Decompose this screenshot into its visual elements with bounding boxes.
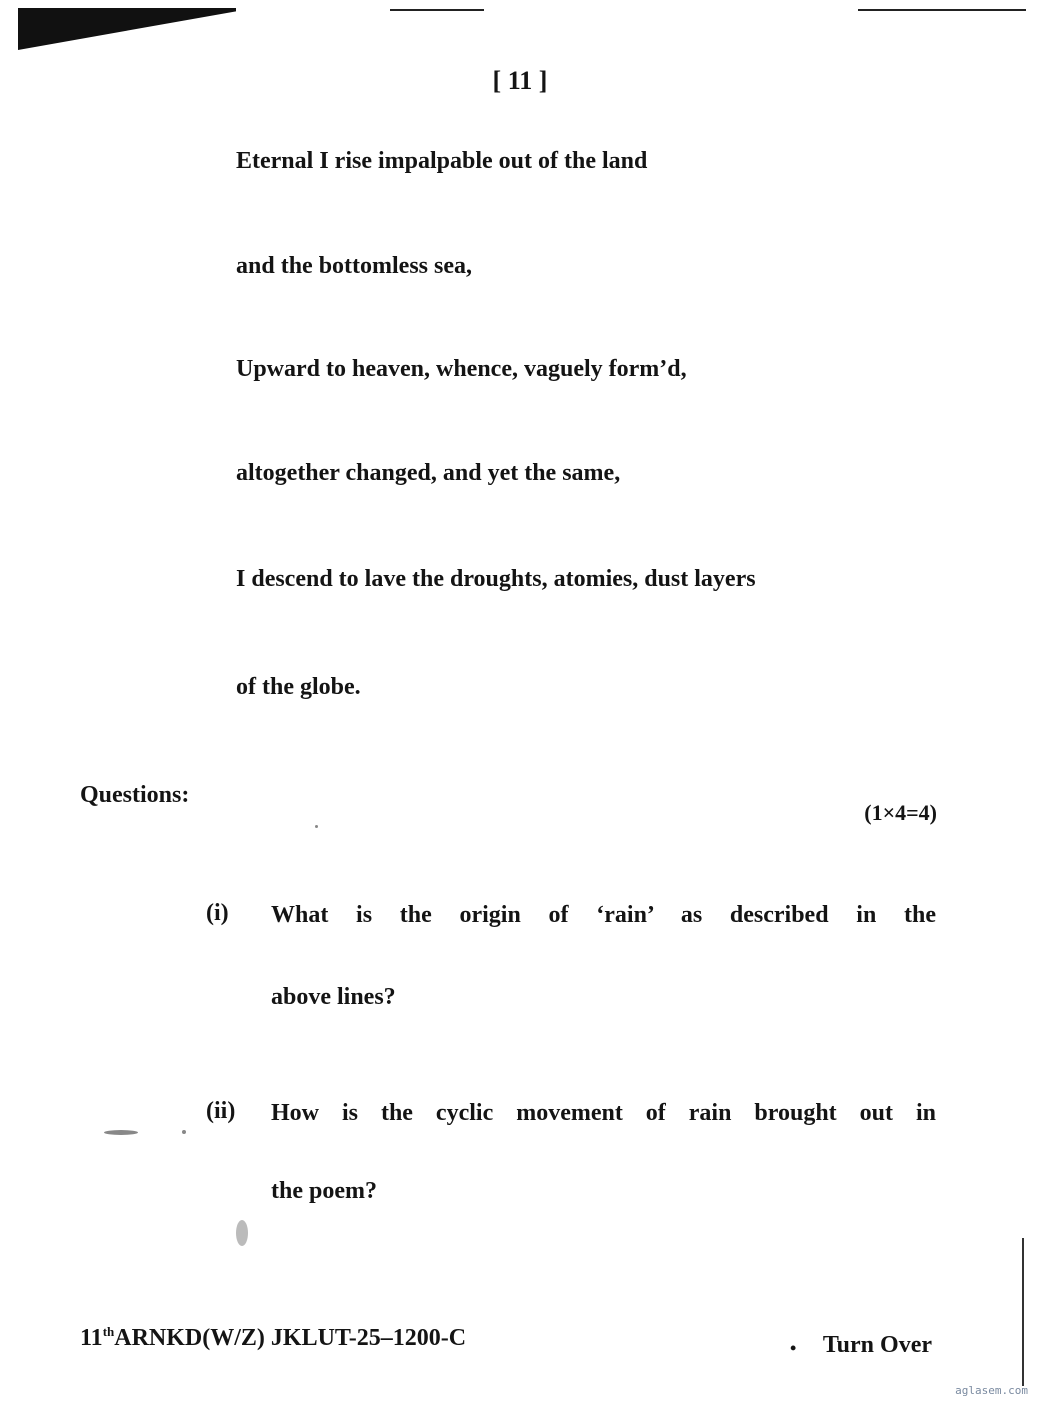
question-number: (ii) xyxy=(206,1098,236,1124)
question-text: How is the cyclic movement of rain brought out in xyxy=(271,1100,936,1126)
scan-edge-shadow xyxy=(18,8,236,50)
paper-code xyxy=(80,1324,466,1352)
question-text: What is the origin of ‘rain’ as described in the xyxy=(271,902,936,928)
paper-code-rest: ARNKD(W/Z) JKLUT-25–1200-C xyxy=(114,1325,467,1351)
scan-speck xyxy=(236,1220,248,1246)
turn-over-label: Turn Over xyxy=(822,1332,932,1358)
question-text-continued: above lines? xyxy=(271,984,396,1010)
scan-edge-line xyxy=(1022,1238,1024,1386)
bullet-mark: • xyxy=(790,1338,797,1358)
question-number: (i) xyxy=(206,900,229,926)
paper-code-prefix: 11 xyxy=(80,1325,103,1351)
poem-line: Eternal I rise impalpable out of the land xyxy=(236,148,648,174)
scan-edge-rule xyxy=(390,9,484,11)
scan-edge-rule xyxy=(858,9,1026,11)
questions-heading: Questions: xyxy=(80,782,190,808)
poem-line: of the globe. xyxy=(236,674,361,700)
scan-speck xyxy=(182,1130,186,1134)
scan-speck xyxy=(315,825,318,828)
paper-code-superscript: th xyxy=(102,1324,115,1339)
poem-line: I descend to lave the droughts, atomies, dust layers xyxy=(236,566,756,592)
question-text-continued: the poem? xyxy=(271,1178,377,1204)
poem-line: Upward to heaven, whence, vaguely form’d, xyxy=(236,356,687,382)
marks-allocation: (1×4=4) xyxy=(864,800,937,825)
watermark: aglasem.com xyxy=(955,1384,1028,1397)
poem-line: altogether changed, and yet the same, xyxy=(236,460,621,486)
scan-speck xyxy=(104,1130,138,1135)
page-number: [ 11 ] xyxy=(492,66,548,95)
poem-line: and the bottomless sea, xyxy=(236,253,473,279)
